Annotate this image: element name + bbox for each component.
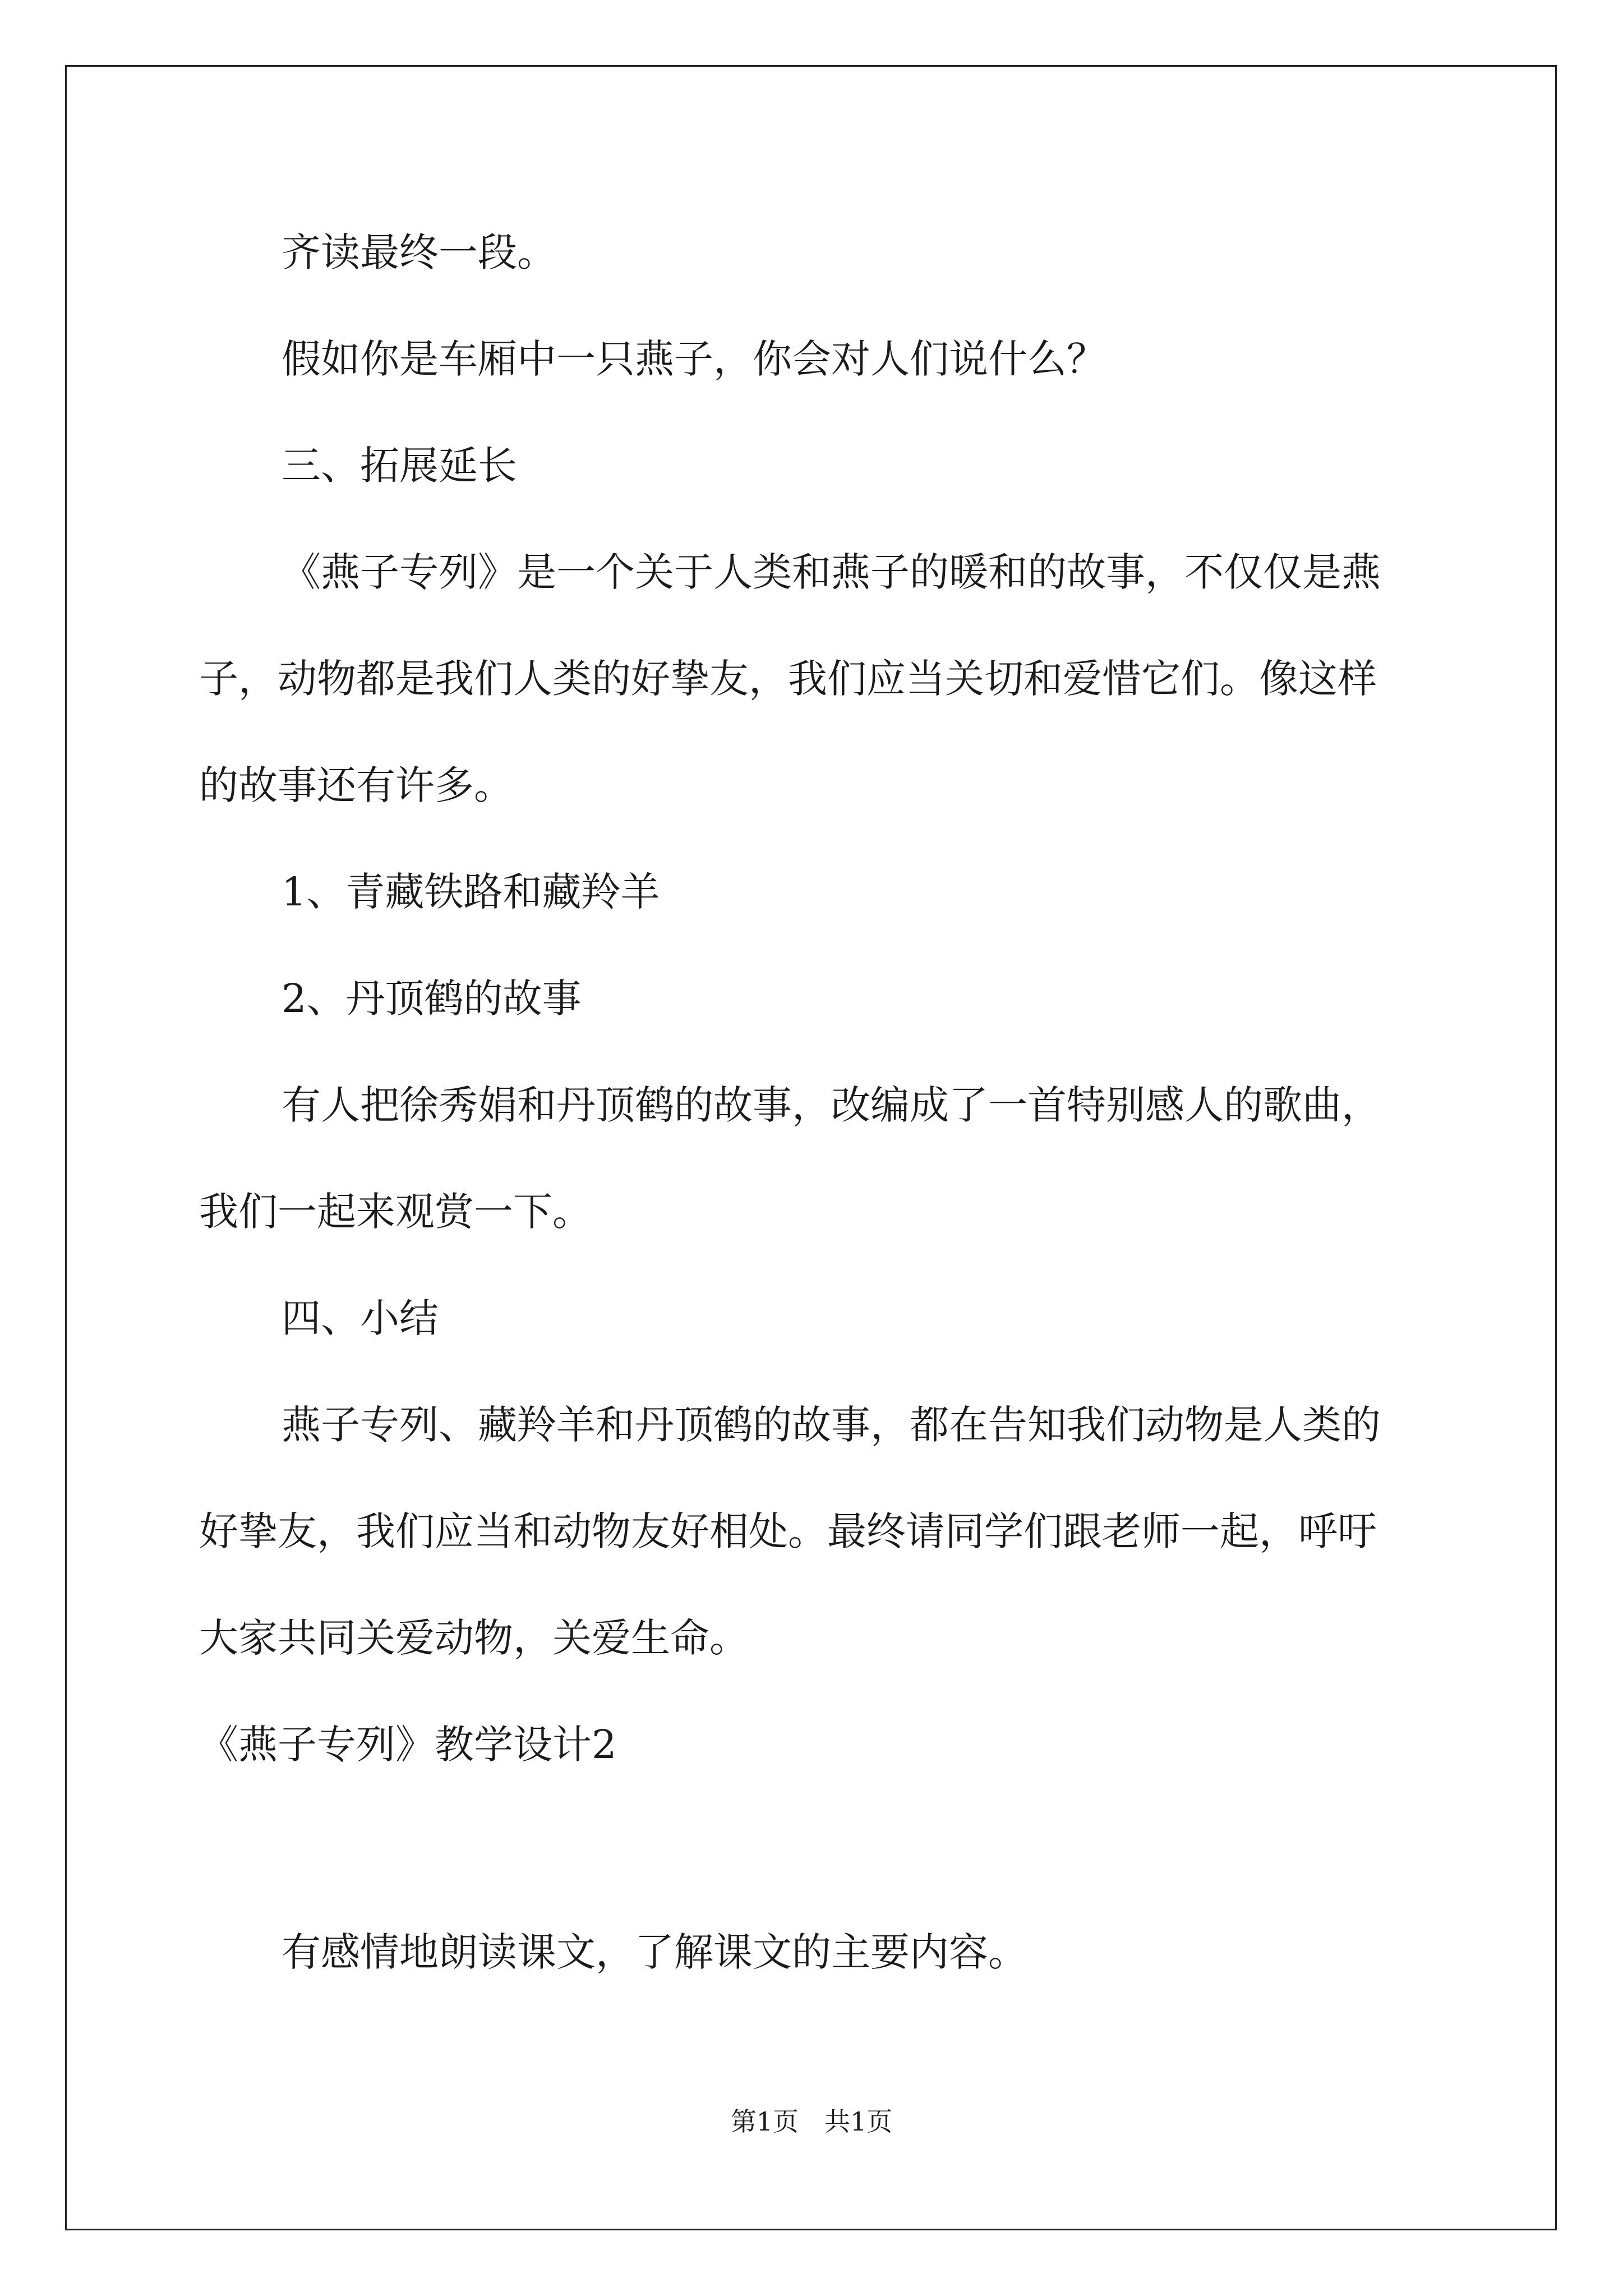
- paragraph-line: 假如你是车厢中一只燕子，你会对人们说什么？: [282, 336, 1106, 382]
- paragraph-line: 齐读最终一段。: [282, 229, 556, 275]
- page-border: [65, 65, 1557, 2230]
- paragraph-line: 有人把徐秀娟和丹顶鹤的故事，改编成了一首特别感人的歌曲，: [282, 1082, 1381, 1128]
- list-item: 1、青藏铁路和藏羚羊: [282, 869, 660, 915]
- paragraph-line: 有感情地朗读课文，了解课文的主要内容。: [282, 1929, 1027, 1975]
- paragraph-line: 的故事还有许多。: [199, 762, 513, 808]
- list-item: 2、丹顶鹤的故事: [282, 976, 582, 1022]
- paragraph-line: 大家共同关爱动物，关爱生命。: [199, 1615, 749, 1661]
- page-number: 第1页 共1页: [730, 2106, 893, 2137]
- paragraph-line: 子，动物都是我们人类的好挚友，我们应当关切和爱惜它们。像这样: [199, 656, 1377, 702]
- section-heading: 三、拓展延长: [282, 443, 517, 489]
- paragraph-line: 燕子专列、藏羚羊和丹顶鹤的故事，都在告知我们动物是人类的: [282, 1402, 1381, 1448]
- section-heading: 四、小结: [282, 1295, 439, 1341]
- paragraph-line: 好挚友，我们应当和动物友好相处。最终请同学们跟老师一起，呼吁: [199, 1508, 1377, 1554]
- paragraph-line: 《燕子专列》是一个关于人类和燕子的暖和的故事，不仅仅是燕: [282, 549, 1381, 595]
- paragraph-line: 我们一起来观赏一下。: [199, 1189, 592, 1235]
- document-title: 《燕子专列》教学设计2: [199, 1722, 617, 1768]
